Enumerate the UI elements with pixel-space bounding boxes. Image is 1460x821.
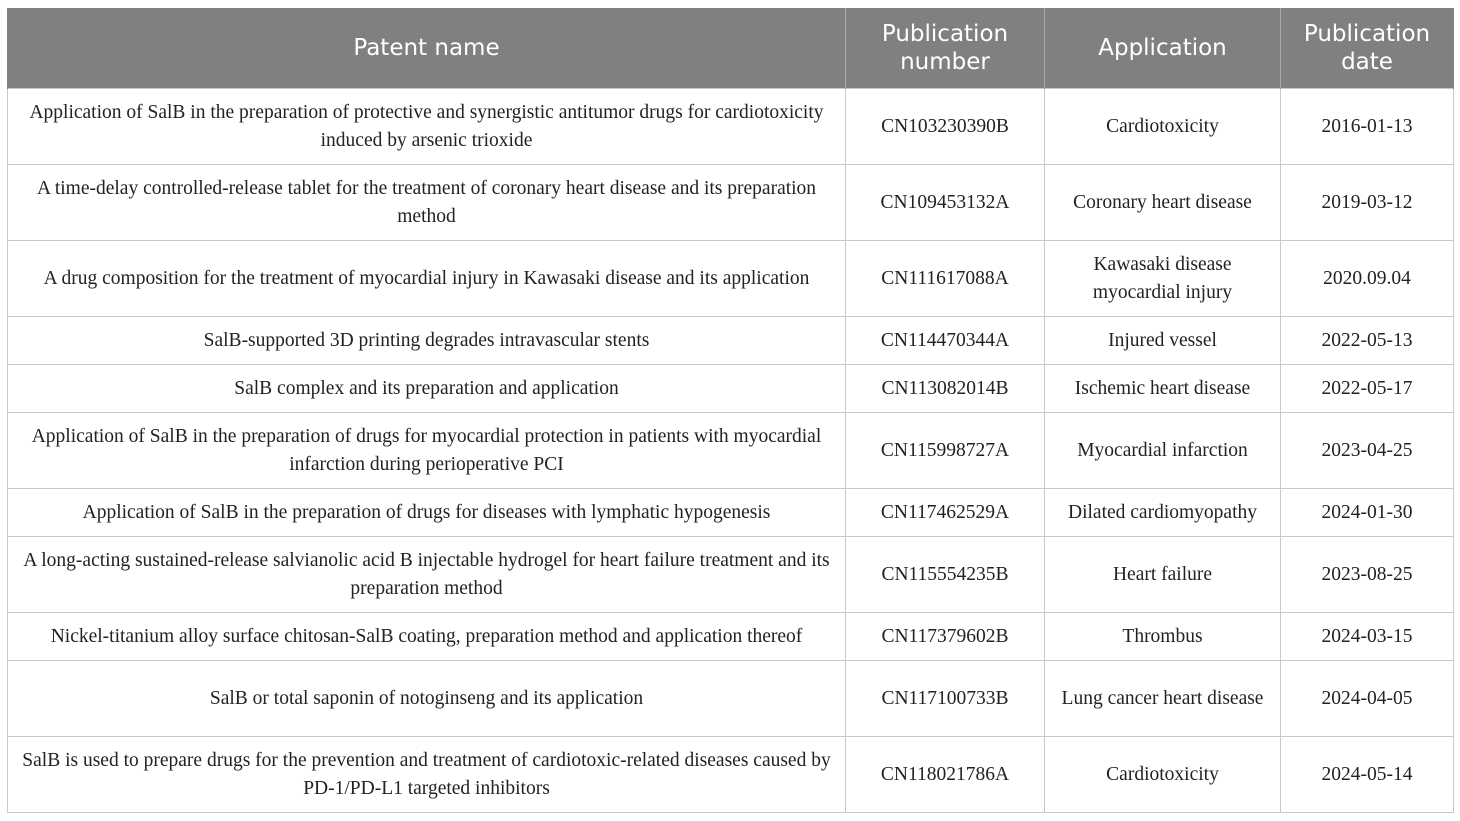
cell-patent-name: Application of SalB in the preparation of drugs for myocardial protection in patients with myocardial infarction during perioperative PCI	[8, 413, 846, 489]
header-application: Application	[1045, 8, 1281, 89]
cell-application: Myocardial infarction	[1045, 413, 1281, 489]
cell-application: Ischemic heart disease	[1045, 365, 1281, 413]
cell-publication-date: 2016-01-13	[1281, 89, 1454, 165]
cell-publication-date: 2024-04-05	[1281, 661, 1454, 737]
header-publication-number: Publication number	[846, 8, 1045, 89]
cell-patent-name: A time-delay controlled-release tablet for the treatment of coronary heart disease and its preparation method	[8, 165, 846, 241]
cell-application: Kawasaki disease myocardial injury	[1045, 241, 1281, 317]
cell-publication-date: 2020.09.04	[1281, 241, 1454, 317]
header-patent-name: Patent name	[8, 8, 846, 89]
cell-patent-name: Application of SalB in the preparation of drugs for diseases with lymphatic hypogenesis	[8, 489, 846, 537]
cell-publication-date: 2019-03-12	[1281, 165, 1454, 241]
table-row	[8, 165, 1454, 241]
cell-patent-name: SalB-supported 3D printing degrades intravascular stents	[8, 317, 846, 365]
cell-publication-number: CN117379602B	[846, 613, 1045, 661]
table-row	[8, 489, 1454, 537]
cell-publication-date: 2022-05-17	[1281, 365, 1454, 413]
cell-application: Injured vessel	[1045, 317, 1281, 365]
cell-application: Coronary heart disease	[1045, 165, 1281, 241]
table-row	[8, 365, 1454, 413]
cell-publication-date: 2024-01-30	[1281, 489, 1454, 537]
cell-patent-name: SalB is used to prepare drugs for the prevention and treatment of cardiotoxic-related diseases caused by PD-1/PD-L1 targeted inhibitors	[8, 737, 846, 813]
table-row	[8, 89, 1454, 165]
cell-publication-number: CN115554235B	[846, 537, 1045, 613]
cell-publication-number: CN114470344A	[846, 317, 1045, 365]
table-row	[8, 661, 1454, 737]
cell-publication-number: CN103230390B	[846, 89, 1045, 165]
table-header	[8, 8, 1454, 89]
cell-application: Thrombus	[1045, 613, 1281, 661]
cell-application: Heart failure	[1045, 537, 1281, 613]
cell-application: Lung cancer heart disease	[1045, 661, 1281, 737]
cell-publication-number: CN117100733B	[846, 661, 1045, 737]
table-row	[8, 413, 1454, 489]
header-publication-date: Publication date	[1281, 8, 1454, 89]
table-row	[8, 317, 1454, 365]
patent-table	[7, 8, 1454, 813]
cell-patent-name: SalB or total saponin of notoginseng and its application	[8, 661, 846, 737]
table-row	[8, 241, 1454, 317]
cell-patent-name: Nickel-titanium alloy surface chitosan-SalB coating, preparation method and application thereof	[8, 613, 846, 661]
table-row	[8, 537, 1454, 613]
cell-publication-number: CN109453132A	[846, 165, 1045, 241]
cell-patent-name: Application of SalB in the preparation of protective and synergistic antitumor drugs for cardiotoxicity induced by arsenic trioxide	[8, 89, 846, 165]
cell-publication-date: 2023-04-25	[1281, 413, 1454, 489]
cell-application: Dilated cardiomyopathy	[1045, 489, 1281, 537]
cell-publication-number: CN117462529A	[846, 489, 1045, 537]
cell-patent-name: SalB complex and its preparation and application	[8, 365, 846, 413]
cell-publication-number: CN111617088A	[846, 241, 1045, 317]
cell-application: Cardiotoxicity	[1045, 89, 1281, 165]
table-body	[8, 89, 1454, 813]
cell-publication-number: CN118021786A	[846, 737, 1045, 813]
cell-application: Cardiotoxicity	[1045, 737, 1281, 813]
header-row	[8, 8, 1454, 89]
cell-publication-date: 2024-05-14	[1281, 737, 1454, 813]
cell-publication-number: CN115998727A	[846, 413, 1045, 489]
cell-patent-name: A drug composition for the treatment of myocardial injury in Kawasaki disease and its application	[8, 241, 846, 317]
table-row	[8, 737, 1454, 813]
cell-publication-date: 2024-03-15	[1281, 613, 1454, 661]
cell-publication-date: 2023-08-25	[1281, 537, 1454, 613]
table-row	[8, 613, 1454, 661]
cell-publication-number: CN113082014B	[846, 365, 1045, 413]
cell-publication-date: 2022-05-13	[1281, 317, 1454, 365]
cell-patent-name: A long-acting sustained-release salvianolic acid B injectable hydrogel for heart failure treatment and its preparation method	[8, 537, 846, 613]
